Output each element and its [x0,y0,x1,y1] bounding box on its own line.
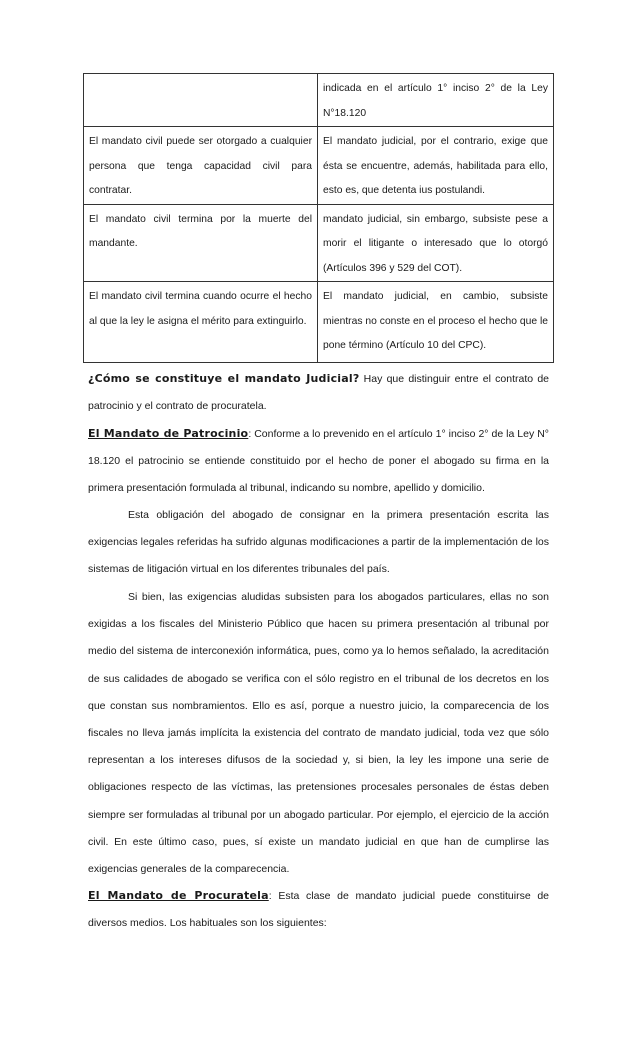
table-row [84,282,554,363]
cell-text: El mandato civil termina cuando ocurre el hecho al que la ley le asigna el mérito para extinguirlo. [89,291,312,327]
paragraph-obligacion [88,502,549,584]
table-row [84,127,554,205]
table-cell-left [84,74,318,127]
paragraph-text: Esta obligación del abogado de consignar en la primera presentación escrita las exigencias legales referidas ha sufrido algunas modificaciones a partir de la implementación de los sistemas de litigación virtual en los diferentes tribunales del país. [88,509,549,576]
section-heading: El Mandato de Procuratela [88,889,269,902]
table-cell-left [84,127,318,205]
cell-text: El mandato civil puede ser otorgado a cualquier persona que tenga capacidad civil para contratar. [89,136,312,196]
section-heading: ¿Cómo se constituye el mandato Judicial? [88,372,360,385]
cell-text: indicada en el artículo 1° inciso 2° de la Ley N°18.120 [323,83,548,119]
cell-text: El mandato judicial, por el contrario, exige que ésta se encuentre, además, habilitada para ello, esto es, que detenta ius postulandi. [323,136,548,196]
section-heading: El Mandato de Patrocinio [88,427,249,440]
table-row [84,204,554,282]
paragraph-exigencias [88,584,549,883]
table-cell-left [84,282,318,363]
paragraph-procuratela [88,882,549,937]
table-cell-right [318,282,554,363]
table-cell-right [318,127,554,205]
comparison-table [83,73,554,363]
cell-text: mandato judicial, sin embargo, subsiste pese a morir el litigante o interesado que lo otorgó (Artículos 396 y 529 del COT). [323,213,548,274]
cell-text: El mandato judicial, en cambio, subsiste mientras no conste en el proceso el hecho que le pone término (Artículo 10 del CPC). [323,291,548,351]
paragraph-text: Hay que distinguir entre el contrato de patrocinio y el contrato de procuratela. [88,373,549,413]
table-cell-right [318,204,554,282]
paragraph-text: : Conforme a lo prevenido en el artículo 1° inciso 2° de la Ley N° 18.120 el patrocinio se entiende constituido por el hecho de poner el abogado su firma en la primera presentación formulada al tribunal, indicando su nombre, apellido y domicilio. [88,428,549,495]
paragraph-text: : Esta clase de mandato judicial puede constituirse de diversos medios. Los habituales son los siguientes: [88,890,549,930]
paragraph-mandato-judicial [88,365,549,420]
table-cell-right [318,74,554,127]
paragraph-text: Si bien, las exigencias aludidas subsisten para los abogados particulares, ellas no son exigidas a los fiscales del Ministerio Público que hacen su primera presentación al tribunal por medio del sistema de interconexión informática, pues, como ya lo hemos señalado, la acreditación de sus calidades de abogado se verifica con el sólo registro en el tribunal de los decretos en los que constan sus nombramientos. Ello es así, porque a nuestro juicio, la comparecencia de los fiscales no lleva jamás implícita la existencia del contrato de mandato judicial, toda vez que sólo representan a los intereses difusos de la sociedad y, si bien, la ley les impone una serie de obligaciones respecto de las víctimas, las pretensiones procesales personales de éstas deben siempre ser formuladas al tribunal por un abogado particular. Por ejemplo, el ejercicio de la acción civil. En este último caso, pues, sí existe un mandato judicial en que han de cumplirse las exigencias generales de la comparecencia. [88,591,549,876]
cell-text: El mandato civil termina por la muerte del mandante. [89,213,312,249]
table-cell-left [84,204,318,282]
table-row [84,74,554,127]
paragraph-patrocinio [88,420,549,503]
